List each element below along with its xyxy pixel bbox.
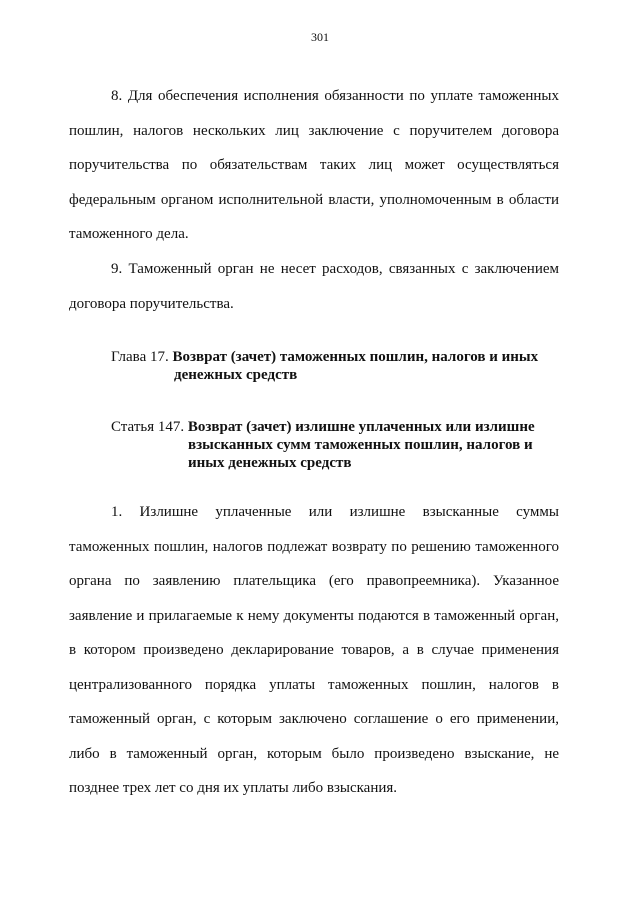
article-label: Статья 147. [111,419,185,435]
page-number: 301 [311,30,329,44]
article-heading [111,418,571,472]
article-title-line2: взысканных сумм таможенных пошлин, налогов и [188,437,533,453]
chapter-title-line1: Возврат (зачет) таможенных пошлин, налогов и иных [172,349,539,365]
article-heading-line1 [111,418,571,436]
paragraph-9: 9. Таможенный орган не несет расходов, связанных с заключением договора поручительства. [69,261,559,312]
paragraph-8: 8. Для обеспечения исполнения обязанности по уплате таможенных пошлин, налогов нескольких лиц заключение с поручителем договора поручительства по обязательствам таких лиц может осуществляться федеральным органом исполнительной власти, уполномоченным в области таможенного дела. [69,88,559,242]
chapter-heading [111,348,571,384]
article-title-line1: Возврат (зачет) излишне уплаченных или излишне [187,419,535,435]
article-title-line3: иных денежных средств [188,455,352,471]
chapter-heading-line1 [111,348,571,366]
chapter-label: Глава 17. [111,349,169,365]
paragraph-1: 1. Излишне уплаченные или излишне взысканные суммы таможенных пошлин, налогов подлежат возврату по решению таможенного органа по заявлению плательщика (его правопреемника). Указанное заявление и прилагаемые к нему документы подаются в таможенный орган, в котором произведено декларирование товаров, а в случае применения централизованного порядка уплаты таможенных пошлин, налогов в таможенный орган, с которым заключено соглашение о его применении, либо в таможенный орган, которым было произведено взыскание, не позднее трех лет со дня их уплаты либо взыскания. [69,504,559,796]
chapter-title-line2: денежных средств [174,367,298,383]
